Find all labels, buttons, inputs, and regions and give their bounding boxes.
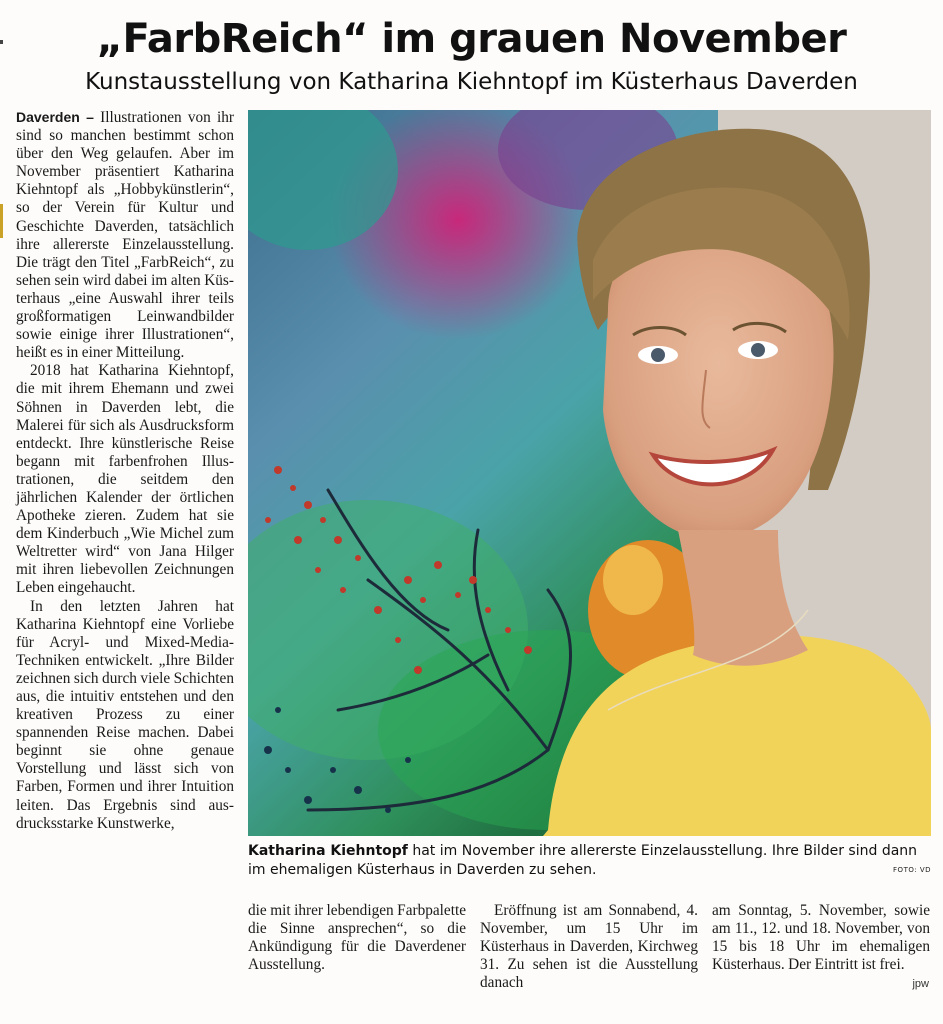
article-paragraph: am Sonntag, 5. November, sowie am 11., 12. und 18. November, von 15 bis 18 Uhr im ehemaligen Küsterhaus. Der Eintritt ist frei. xyxy=(712,902,930,974)
photo-caption xyxy=(248,842,932,880)
article-photo xyxy=(248,110,931,836)
article-paragraph: Eröffnung ist am Sonnabend, 4. November, um 15 Uhr im Küsterhaus in Daverden, Kirchweg 31. Zu sehen ist die Ausstellung danach xyxy=(480,902,698,992)
page-edge-mark xyxy=(0,204,3,238)
portrait-photo-illustration xyxy=(248,110,931,836)
article-column-3 xyxy=(480,902,698,992)
article-column-2 xyxy=(248,902,466,974)
photo-credit: FOTO: VD xyxy=(893,866,931,874)
dateline: Daverden – xyxy=(16,109,94,125)
article-paragraph: 2018 hat Katharina Kiehntopf, die mit ihrem Ehemann und zwei Söhnen in Daverden lebt, die Malerei für sich als Ausdrucksform entdeckt. Ihre künstlerische Reise begann mit farbenfrohen Illustrationen, die seitdem den jährlichen Kalender der örtlichen Apotheke zieren. Zudem hat sie dem Kinderbuch „Wie Michel zum Weltretter wird“ von Jana Hilger mit ihren liebevollen Zeichnungen Leben eingehaucht. xyxy=(16,362,234,597)
article-headline: „FarbReich“ im grauen November xyxy=(96,16,847,62)
article-paragraph: In den letzten Jahren hat Katharina Kiehntopf eine Vorliebe für Acryl- und Mixed-Media-Techniken entwickelt. „Ihre Bilder zeichnen sich durch viele Schichten aus, die intuitiv entstehen und den kreativen Prozess zu einer spannenden Reise machen. Dabei beginnt sie ohne genaue Vorstellung und lässt sich von Farben, Formen und ihrer Intuition leiten. Das Ergebnis sind ausdrucksstarke Kunstwerke, xyxy=(16,597,234,832)
caption-text: hat im November ihre allererste Einzelausstellung. Ihre Bilder sind dann im ehemaligen Küsterhaus in Daverden zu sehen. xyxy=(248,843,918,878)
article-paragraph: die mit ihrer lebendigen Farbpalette die Sinne ansprechen“, so die Ankündigung für die Daverdener Ausstellung. xyxy=(248,902,466,974)
article-subheadline: Kunstausstellung von Katharina Kiehntopf im Küsterhaus Daverden xyxy=(85,69,858,95)
caption-name: Katharina Kiehntopf xyxy=(248,843,408,859)
article-paragraph xyxy=(16,108,234,362)
paragraph-text: Illustrationen von ihr sind so manchen bestimmt schon über den Weg gelaufen. Aber im November präsentiert Katharina Kiehntopf als „Hobbykünstlerin“, so der Verein für Kultur und Geschichte Daverden, tatsächlich ihre allererste Einzelausstellung. Die trägt den Titel „FarbReich“, zu sehen sein wird dabei im alten Küsterhaus „eine Auswahl ihrer teils großformatigen Leinwandbilder sowie einige ihrer Illustrationen“, heißt es in einer Mitteilung. xyxy=(16,109,235,362)
article-column-1 xyxy=(16,108,234,833)
author-initials: jpw xyxy=(912,978,929,990)
article-column-4 xyxy=(712,902,930,974)
